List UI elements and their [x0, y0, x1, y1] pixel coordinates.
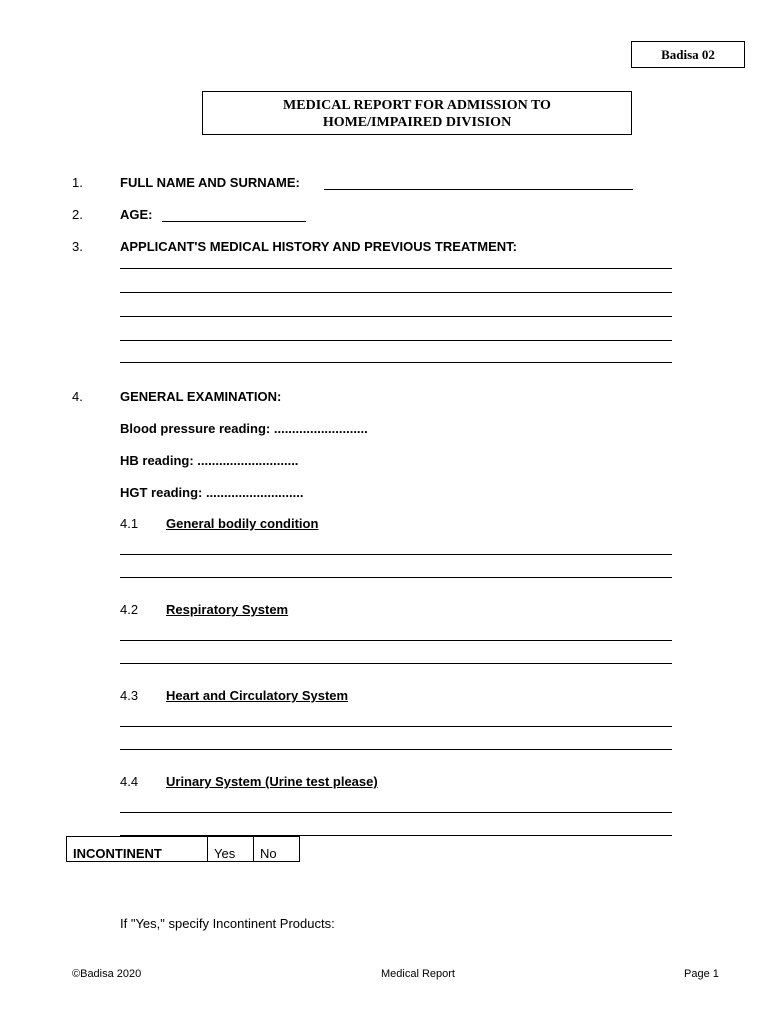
age-label: AGE: [120, 207, 153, 222]
general-bodily-condition-line[interactable] [120, 577, 672, 578]
incontinent-label: INCONTINENT [67, 837, 208, 862]
full-name-field[interactable] [324, 189, 633, 190]
form-code: Badisa 02 [631, 41, 745, 68]
hb-reading[interactable]: HB reading: ............................ [120, 453, 299, 468]
item-number-2: 2. [72, 207, 83, 222]
item-number-1: 1. [72, 175, 83, 190]
form-title [202, 91, 632, 135]
medical-history-line[interactable] [120, 292, 672, 293]
age-field[interactable] [162, 221, 306, 222]
full-name-label: FULL NAME AND SURNAME: [120, 175, 300, 190]
respiratory-system-heading: Respiratory System [166, 602, 289, 617]
urinary-system-line[interactable] [120, 812, 672, 813]
general-bodily-condition-line[interactable] [120, 554, 672, 555]
hgt-reading[interactable]: HGT reading: ........................... [120, 485, 304, 500]
item-number-4: 4. [72, 389, 83, 404]
incontinent-no-option[interactable]: No [254, 837, 300, 862]
footer-page-number: Page 1 [684, 968, 719, 980]
medical-history-label: APPLICANT'S MEDICAL HISTORY AND PREVIOUS TREATMENT: [120, 239, 517, 254]
subsection-number-4-1: 4.1 [120, 516, 139, 531]
footer-copyright: ©Badisa 2020 [72, 968, 142, 980]
subsection-number-4-4: 4.4 [120, 774, 139, 789]
incontinent-table [66, 836, 300, 862]
subsection-number-4-3: 4.3 [120, 688, 139, 703]
blood-pressure-reading[interactable]: Blood pressure reading: .......................... [120, 421, 368, 436]
medical-history-line[interactable] [120, 340, 672, 341]
medical-history-line[interactable] [120, 316, 672, 317]
incontinent-products-prompt: If "Yes," specify Incontinent Products: [120, 916, 335, 931]
medical-history-line[interactable] [120, 362, 672, 363]
form-title-line2: HOME/IMPAIRED DIVISION [322, 115, 512, 130]
item-number-3: 3. [72, 239, 83, 254]
general-bodily-condition-heading: General bodily condition [166, 516, 319, 531]
heart-circulatory-heading: Heart and Circulatory System [166, 688, 349, 703]
general-examination-label: GENERAL EXAMINATION: [120, 389, 282, 404]
heart-circulatory-line[interactable] [120, 749, 672, 750]
respiratory-system-line[interactable] [120, 663, 672, 664]
incontinent-yes-option[interactable]: Yes [208, 837, 254, 862]
heart-circulatory-line[interactable] [120, 726, 672, 727]
subsection-number-4-2: 4.2 [120, 602, 139, 617]
medical-history-line[interactable] [120, 268, 672, 269]
urinary-system-heading: Urinary System (Urine test please) [166, 774, 378, 789]
respiratory-system-line[interactable] [120, 640, 672, 641]
footer-document-name: Medical Report [381, 968, 455, 980]
form-title-line1: MEDICAL REPORT FOR ADMISSION TO [283, 98, 551, 113]
